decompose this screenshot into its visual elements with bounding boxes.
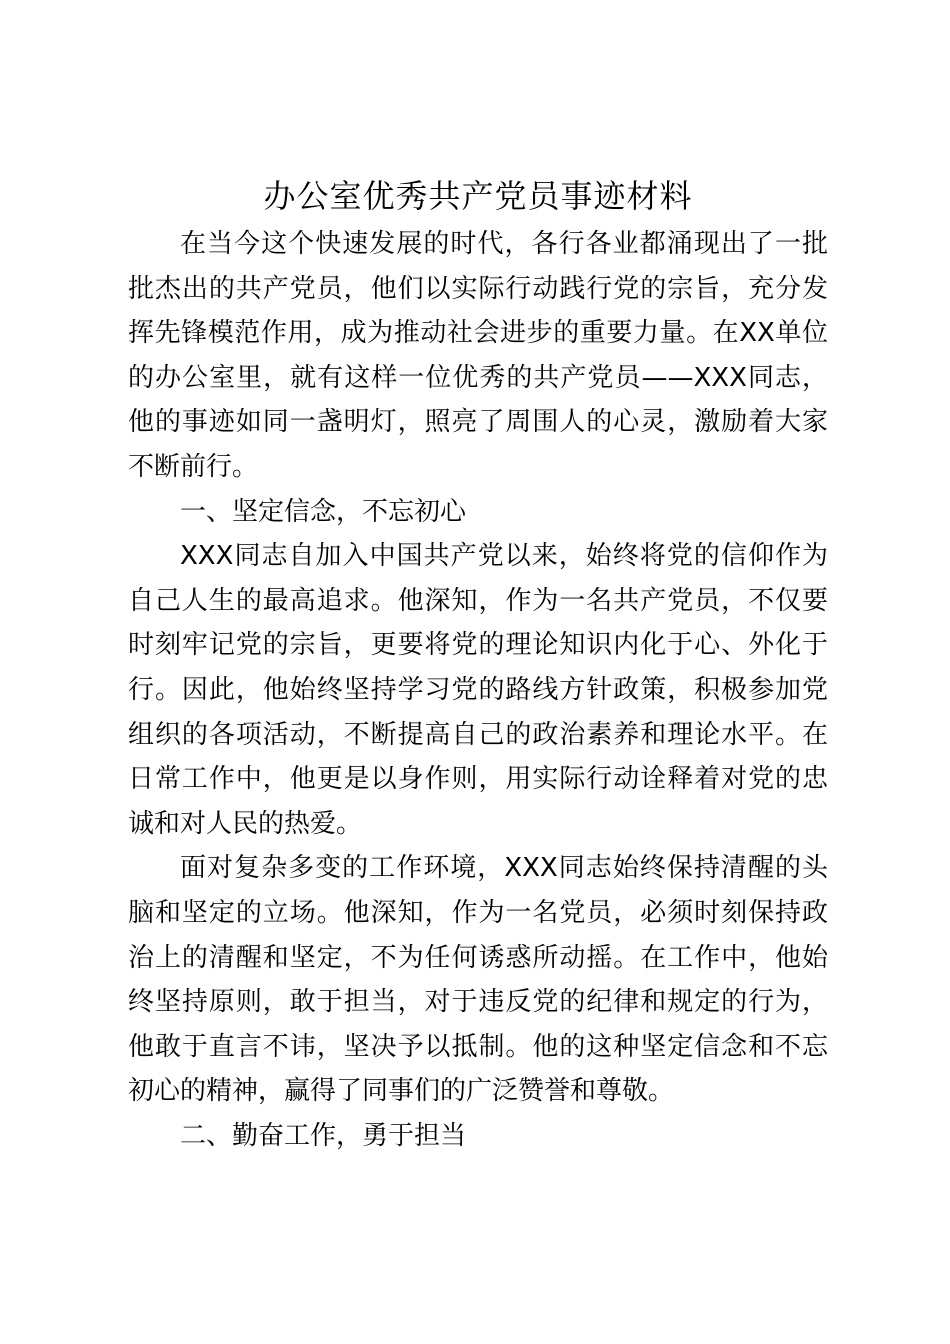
section-heading-2: 二、勤奋工作，勇于担当 <box>180 1120 467 1151</box>
document-page <box>128 170 828 1158</box>
intro-paragraph: 在当今这个快速发展的时代，各行各业都涌现出了一批批杰出的共产党员，他们以实际行动践行党的宗旨，充分发挥先锋模范作用，成为推动社会进步的重要力量。在XX单位的办公室里，就有这样一位优秀的共产党员——XXX同志，他的事迹如同一盏明灯，照亮了周围人的心灵，激励着大家不断前行。 <box>128 229 828 482</box>
document-title: 办公室优秀共产党员事迹材料 <box>263 177 693 215</box>
section-heading-1: 一、坚定信念，不忘初心 <box>180 496 467 527</box>
body-paragraph: 面对复杂多变的工作环境，XXX同志始终保持清醒的头脑和坚定的立场。他深知，作为一名党员，必须时刻保持政治上的清醒和坚定，不为任何诱惑所动摇。在工作中，他始终坚持原则，敢于担当，对于违反党的纪律和规定的行为，他敢于直言不讳，坚决予以抵制。他的这种坚定信念和不忘初心的精神，赢得了同事们的广泛赞誉和尊敬。 <box>128 853 828 1107</box>
body-paragraph: XXX同志自加入中国共产党以来，始终将党的信仰作为自己人生的最高追求。他深知，作为一名共产党员，不仅要时刻牢记党的宗旨，更要将党的理论知识内化于心、外化于行。因此，他始终坚持学习党的路线方针政策，积极参加党组织的各项活动，不断提高自己的政治素养和理论水平。在日常工作中，他更是以身作则，用实际行动诠释着对党的忠诚和对人民的热爱。 <box>128 541 828 839</box>
